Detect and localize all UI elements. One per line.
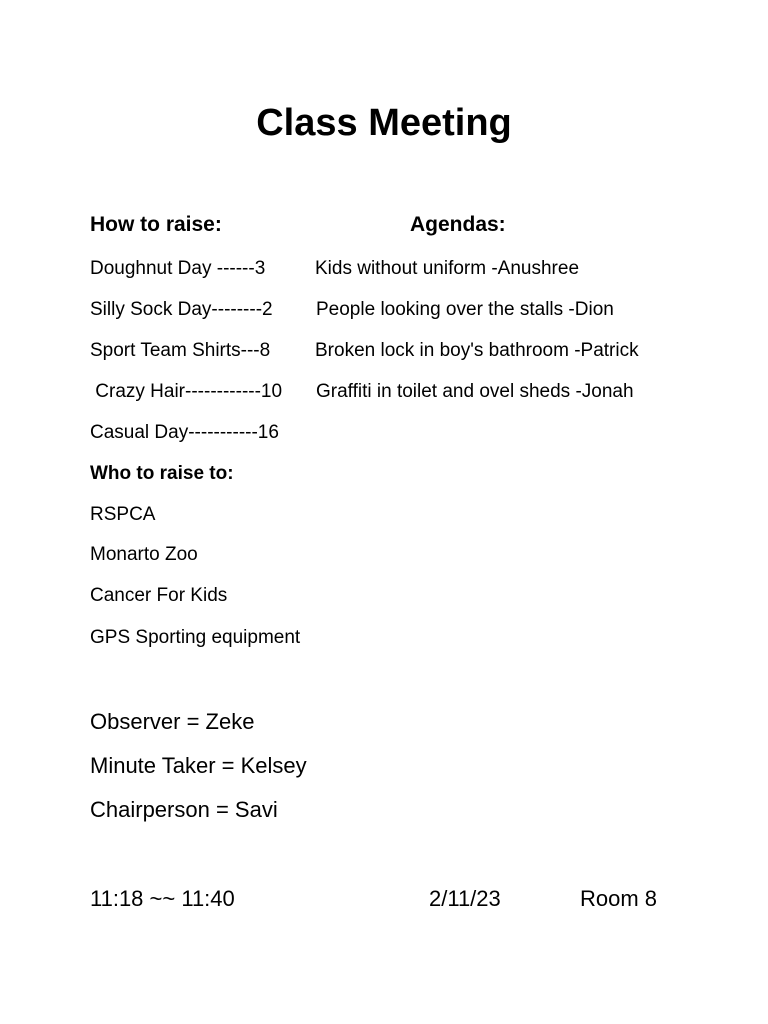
how-to-raise-heading: How to raise:	[90, 213, 222, 236]
role-observer: Observer = Zeke	[90, 709, 255, 734]
fundraiser-item: Casual Day-----------16	[90, 422, 279, 443]
charity-item: Monarto Zoo	[90, 544, 198, 565]
fundraiser-item: Sport Team Shirts---8	[90, 340, 271, 361]
document-title: Class Meeting	[256, 102, 512, 144]
fundraiser-item: Silly Sock Day--------2	[90, 299, 273, 320]
charity-item: RSPCA	[90, 504, 156, 525]
role-chairperson: Chairperson = Savi	[90, 797, 278, 822]
fundraiser-item: Doughnut Day ------3	[90, 258, 266, 279]
agenda-item: People looking over the stalls -Dion	[316, 299, 614, 320]
agendas-heading: Agendas:	[410, 213, 506, 236]
meeting-time: 11:18 ~~ 11:40	[90, 886, 235, 911]
agenda-item: Broken lock in boy's bathroom -Patrick	[315, 340, 639, 361]
who-to-raise-heading: Who to raise to:	[90, 463, 234, 484]
charity-item: GPS Sporting equipment	[90, 627, 301, 648]
charity-item: Cancer For Kids	[90, 585, 228, 606]
meeting-room: Room 8	[580, 886, 658, 911]
agenda-item: Graffiti in toilet and ovel sheds -Jonah	[316, 381, 634, 402]
fundraiser-item: Crazy Hair------------10	[90, 381, 283, 402]
role-minute-taker: Minute Taker = Kelsey	[90, 753, 307, 778]
agenda-item: Kids without uniform -Anushree	[315, 258, 580, 279]
meeting-date: 2/11/23	[429, 886, 501, 911]
